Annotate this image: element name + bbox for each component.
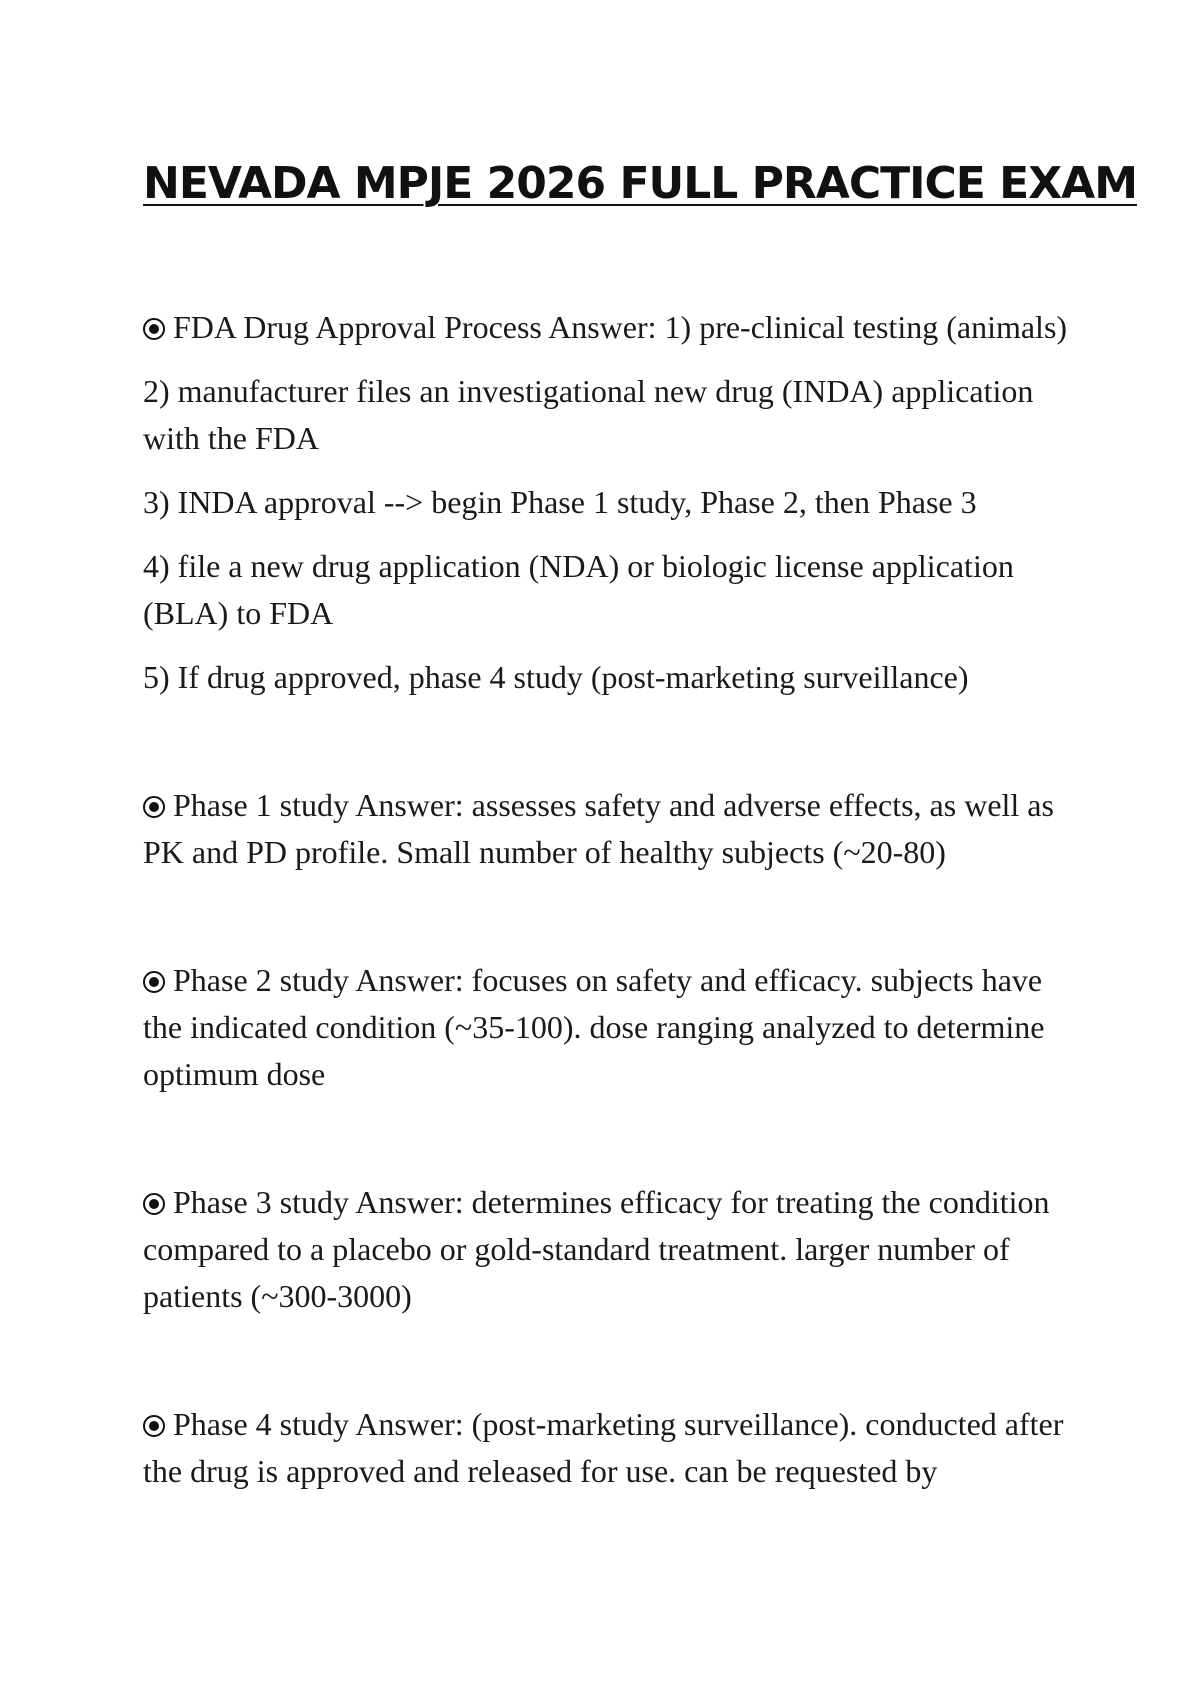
qa-item-phase-1: [143, 782, 1083, 876]
radio-bullet-icon: [143, 1415, 165, 1437]
document-title: NEVADA MPJE 2026 FULL PRACTICE EXAM: [143, 158, 1137, 209]
question-list: [143, 304, 1083, 1495]
qa-paragraph: Phase 1 study Answer: assesses safety and adverse effects, as well as PK and PD profile. Small number of healthy subjects (~20-80): [143, 787, 1054, 870]
radio-bullet-icon: [143, 796, 165, 818]
radio-bullet-icon: [143, 1193, 165, 1215]
qa-paragraph: Phase 4 study Answer: (post-marketing surveillance). conducted after the drug is approved and released for use. can be requested by: [143, 1406, 1064, 1489]
qa-item-fda-approval: [143, 304, 1083, 701]
qa-paragraph: 4) file a new drug application (NDA) or biologic license application (BLA) to FDA: [143, 548, 1014, 631]
qa-paragraph: Phase 3 study Answer: determines efficacy for treating the condition compared to a placebo or gold-standard treatment. larger number of patients (~300-3000): [143, 1184, 1050, 1314]
radio-bullet-icon: [143, 971, 165, 993]
qa-paragraph: 3) INDA approval --> begin Phase 1 study, Phase 2, then Phase 3: [143, 484, 977, 520]
qa-item-phase-4: [143, 1401, 1083, 1495]
qa-paragraph: 5) If drug approved, phase 4 study (post-marketing surveillance): [143, 659, 969, 695]
qa-paragraph: FDA Drug Approval Process Answer: 1) pre-clinical testing (animals): [143, 304, 1083, 351]
qa-item-phase-2: [143, 957, 1083, 1098]
radio-bullet-icon: [143, 318, 165, 340]
qa-paragraph: 2) manufacturer files an investigational new drug (INDA) application with the FDA: [143, 373, 1034, 456]
qa-item-phase-3: [143, 1179, 1083, 1320]
qa-paragraph: Phase 2 study Answer: focuses on safety and efficacy. subjects have the indicated condition (~35-100). dose ranging analyzed to determine optimum dose: [143, 962, 1045, 1092]
